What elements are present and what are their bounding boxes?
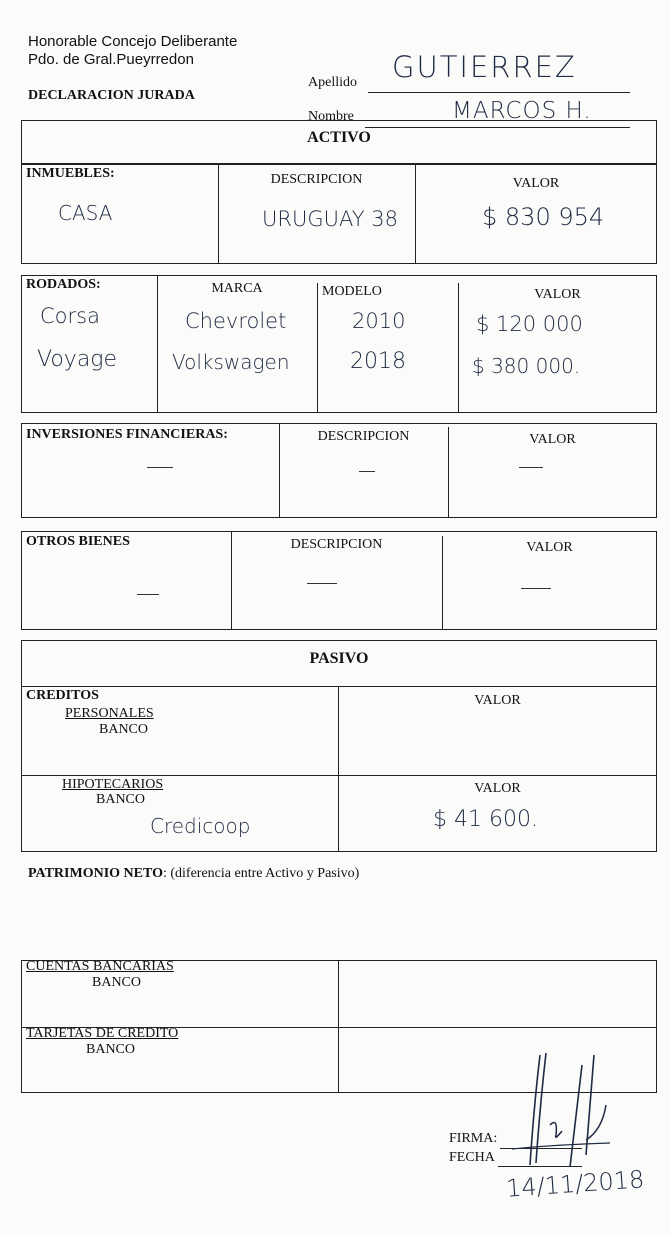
inmuebles-tipo: CASA bbox=[58, 201, 113, 225]
cuentas-banco-label: BANCO bbox=[92, 975, 142, 990]
hipotecarios-label: HIPOTECARIOS bbox=[62, 777, 164, 792]
inmuebles-descripcion-label: DESCRIPCION bbox=[270, 172, 363, 187]
rodados-row2-modelo: 2018 bbox=[350, 349, 406, 374]
inversiones-label: INVERSIONES FINANCIERAS: bbox=[26, 427, 228, 442]
nombre-value: MARCOS H. bbox=[452, 98, 592, 124]
personales-banco-label: BANCO bbox=[99, 722, 149, 737]
rodados-row2-marca: Volkswagen bbox=[172, 350, 290, 374]
org-line1: Honorable Concejo Deliberante bbox=[28, 33, 238, 50]
rodados-label: RODADOS: bbox=[26, 277, 101, 292]
patrimonio-label: PATRIMONIO NETO bbox=[28, 866, 163, 881]
patrimonio-line bbox=[28, 866, 359, 882]
pasivo-box bbox=[21, 640, 657, 852]
otros-valor-label: VALOR bbox=[526, 540, 573, 555]
rodados-marca-label: MARCA bbox=[211, 281, 263, 296]
apellido-underline bbox=[368, 92, 630, 93]
fecha-value: 14/11/2018 bbox=[505, 1165, 646, 1203]
pasivo-title: PASIVO bbox=[309, 650, 369, 667]
rodados-row1-valor: $ 120 000 bbox=[476, 312, 583, 336]
rodados-row2-valor: $ 380 000. bbox=[472, 354, 581, 378]
hipotecarios-banco-label: BANCO bbox=[96, 792, 146, 807]
personales-valor-label: VALOR bbox=[474, 693, 521, 708]
cuentas-bancarias-label: CUENTAS BANCARIAS bbox=[26, 959, 174, 974]
org-line2: Pdo. de Gral.Pueyrredon bbox=[28, 51, 194, 68]
rodados-modelo-label: MODELO bbox=[322, 284, 382, 299]
inversiones-empty-dash-1 bbox=[147, 467, 173, 468]
otros-empty-dash-1 bbox=[137, 594, 159, 595]
activo-title: ACTIVO bbox=[307, 129, 371, 146]
hipotecarios-banco-value: Credicoop bbox=[150, 814, 251, 838]
otros-bienes-label: OTROS BIENES bbox=[26, 534, 130, 549]
pasivo-vertical-divider bbox=[338, 686, 339, 852]
inmuebles-label: INMUEBLES: bbox=[26, 166, 115, 181]
otros-empty-dash-2 bbox=[307, 583, 337, 584]
inversiones-empty-dash-2 bbox=[359, 471, 375, 472]
nombre-label: Nombre bbox=[308, 109, 354, 124]
inversiones-descripcion-label: DESCRIPCION bbox=[317, 429, 410, 444]
inversiones-empty-dash-3 bbox=[519, 467, 543, 468]
tarjetas-label: TARJETAS DE CREDITO bbox=[26, 1026, 179, 1041]
patrimonio-note: : (diferencia entre Activo y Pasivo) bbox=[162, 866, 360, 881]
inmuebles-valor: $ 830 954 bbox=[482, 203, 605, 231]
rodados-divider-2 bbox=[317, 283, 318, 413]
hipotecarios-valor-label: VALOR bbox=[474, 781, 521, 796]
otros-descripcion-label: DESCRIPCION bbox=[290, 537, 383, 552]
creditos-label: CREDITOS bbox=[26, 688, 99, 703]
apellido-label: Apellido bbox=[308, 75, 357, 90]
rodados-row1-marca: Chevrolet bbox=[185, 309, 287, 333]
inmuebles-descripcion: URUGUAY 38 bbox=[262, 207, 398, 231]
pasivo-title-divider bbox=[21, 686, 657, 687]
rodados-row2-tipo: Voyage bbox=[37, 347, 118, 372]
rodados-row1-modelo: 2010 bbox=[352, 309, 406, 333]
apellido-value: GUTIERREZ bbox=[392, 50, 577, 84]
signature-mark bbox=[510, 1045, 620, 1170]
otros-empty-dash-3 bbox=[521, 588, 551, 589]
rodados-row1-tipo: Corsa bbox=[40, 304, 100, 328]
fecha-label: FECHA bbox=[449, 1150, 495, 1165]
firma-label: FIRMA: bbox=[449, 1131, 498, 1146]
hipotecarios-valor-value: $ 41 600. bbox=[433, 807, 538, 832]
rodados-valor-label: VALOR bbox=[534, 287, 581, 302]
personales-label: PERSONALES bbox=[65, 706, 154, 721]
tarjetas-banco-label: BANCO bbox=[86, 1042, 136, 1057]
inversiones-valor-label: VALOR bbox=[529, 432, 576, 447]
pasivo-row-divider bbox=[21, 775, 657, 776]
form-title: DECLARACION JURADA bbox=[28, 88, 195, 103]
inmuebles-valor-label: VALOR bbox=[512, 176, 560, 191]
